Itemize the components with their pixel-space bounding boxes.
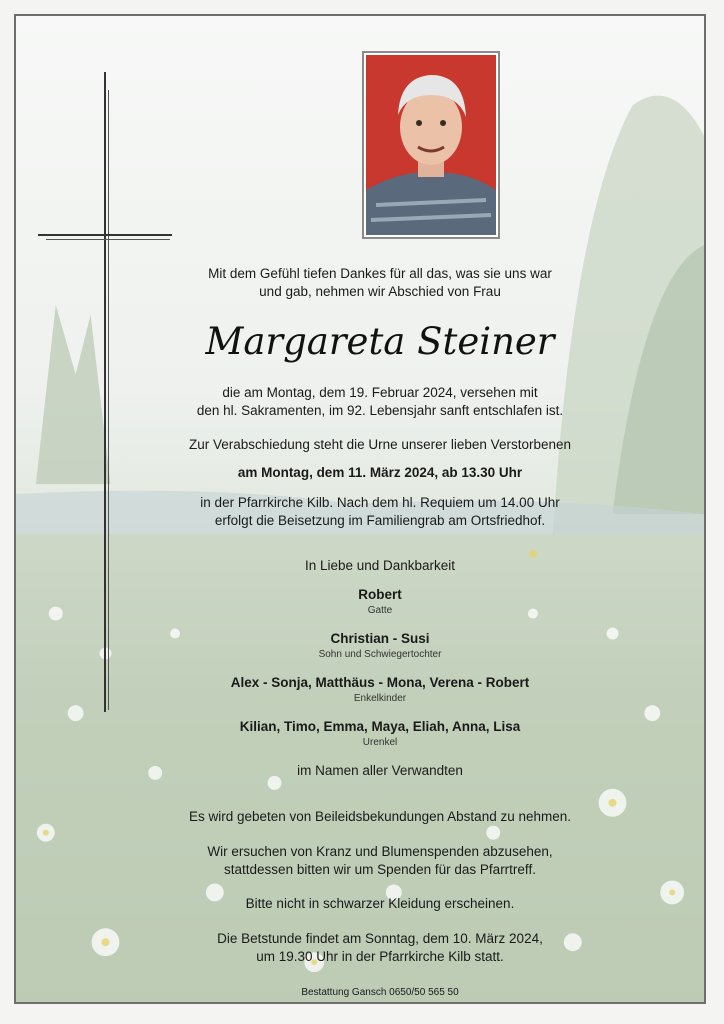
intro-line-2: und gab, nehmen wir Abschied von Frau — [259, 284, 501, 299]
cross-inner-vertical — [108, 90, 109, 710]
note-prayer-line-2: um 19.30 Uhr in der Pfarrkirche Kilb statt. — [256, 949, 504, 964]
farewell-text: Zur Verabschiedung steht die Urne unserer lieben Verstorbenen — [189, 437, 571, 452]
family-relation: Sohn und Schwiegertochter — [318, 649, 442, 660]
family-names: Robert — [358, 587, 402, 602]
family-relation: Gatte — [367, 605, 393, 616]
love-text: In Liebe und Dankbarkeit — [304, 558, 456, 573]
note-donation-line-1: Wir ersuchen von Kranz und Blumenspenden abzusehen, — [207, 844, 553, 859]
family-relation: Urenkel — [362, 737, 398, 748]
note-donation-line-2: stattdessen bitten wir um Spenden für das Pfarrtreff. — [224, 862, 536, 877]
note-clothing: Bitte nicht in schwarzer Kleidung erscheinen. — [245, 896, 515, 911]
family-relation: Enkelkinder — [353, 693, 407, 704]
note-condolence: Es wird gebeten von Beileidsbekundungen Abstand zu nehmen. — [188, 809, 572, 824]
intro-line-1: Mit dem Gefühl tiefen Dankes für all das, was sie uns war — [208, 266, 552, 281]
cross-inner-horizontal — [46, 239, 170, 240]
cross-horizontal — [38, 234, 172, 236]
note-prayer-line-1: Die Betstunde findet am Sonntag, dem 10. März 2024, — [217, 931, 543, 946]
death-line-1: die am Montag, dem 19. Februar 2024, versehen mit — [222, 385, 538, 400]
relatives-text: im Namen aller Verwandten — [297, 763, 463, 778]
family-names: Kilian, Timo, Emma, Maya, Eliah, Anna, Lisa — [239, 719, 521, 734]
death-line-2: den hl. Sakramenten, im 92. Lebensjahr sanft entschlafen ist. — [196, 403, 564, 418]
farewell-date: am Montag, dem 11. März 2024, ab 13.30 Uhr — [237, 465, 523, 480]
undertaker-info: Bestattung Gansch 0650/50 565 50 — [301, 987, 459, 998]
cross-icon — [104, 72, 106, 712]
deceased-name: Margareta Steiner — [205, 320, 555, 363]
location-line-1: in der Pfarrkirche Kilb. Nach dem hl. Requiem um 14.00 Uhr — [200, 495, 560, 510]
family-names: Christian - Susi — [330, 631, 430, 646]
portrait-photo — [362, 51, 500, 239]
family-names: Alex - Sonja, Matthäus - Mona, Verena - Robert — [230, 675, 530, 690]
location-line-2: erfolgt die Beisetzung im Familiengrab am Ortsfriedhof. — [214, 513, 546, 528]
